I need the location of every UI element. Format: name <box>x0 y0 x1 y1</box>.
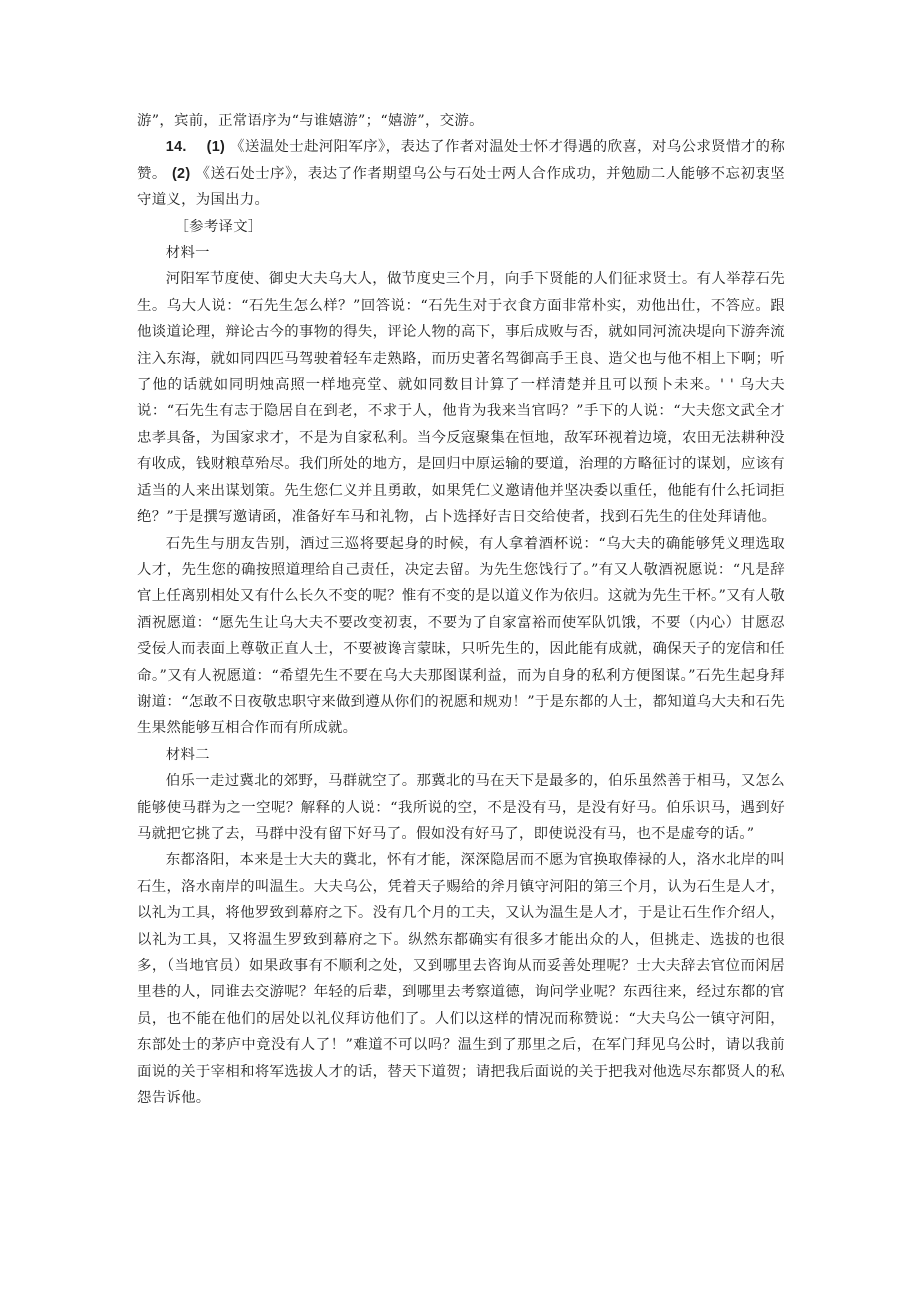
material-1-paragraph: 河阳军节度使、御史大夫乌大人，做节度史三个月，向手下贤能的人们征求贤士。有人举荐石先生。乌大人说：“石先生怎么样？”回答说：“石先生对于衣食方面非常朴实，劝他出仕，不答应。跟他谈道论理，辩论古今的事物的得失，评论人物的高下，事后成败与否，就如同河流决堤向下游奔流注入东海，就如同四匹马驾驶着轻车走熟路，而历史著名驾御高手王良、造父也与他不相上下啊；听了他的话就如同明烛高照一样地亮堂、就如同数目计算了一样清楚并且可以预卜未来。' ' 乌大夫说：“石先生有志于隐居自在到老，不求于人，他肯为我来当官吗？”手下的人说：“大夫您文武全才忠孝具备，为国家求才，不是为自家私利。当今反寇聚集在恒地，敌军环视着边境，农田无法耕种没有收成，钱财粮草殆尽。我们所处的地方，是回归中原运输的要道，治理的方略征讨的谋划，应该有适当的人来出谋划策。先生您仁义并且勇敢，如果凭仁义邀请他并坚决委以重任，他能有什么托词拒绝？”于是撰写邀请函，准备好车马和礼物，占卜选择好吉日交给使者，找到石先生的住处拜请他。 <box>137 271 785 526</box>
material-2-heading: 材料二 <box>165 746 210 763</box>
part-2-number: (2) <box>171 165 191 182</box>
part-1-number: (1) <box>206 139 226 156</box>
material-2-paragraph: 伯乐一走过冀北的郊野，马群就空了。那冀北的马在天下是最多的，伯乐虽然善于相马，又怎么能够使马群为之一空呢？解释的人说：“我所说的空，不是没有马，是没有好马。伯乐识马，遇到好马就把它挑了去，马群中没有留下好马了。假如没有好马了，即使说没有马，也不是虚夸的话。” <box>137 773 785 842</box>
material-1-heading: 材料一 <box>165 245 210 262</box>
part-1-text: 《送温处士赴河阳军序》，表达了作者对温处士怀才得遇的欣喜，对乌公求贤惜才的称赞。 <box>137 139 786 182</box>
document-page <box>137 108 785 1111</box>
answer-continuation-line: 游”，宾前，正常语序为“与谁嬉游”；“嬉游”，交游。 <box>137 113 484 129</box>
translation-heading: ［参考译文］ <box>174 218 263 235</box>
question-number: 14. <box>165 139 187 156</box>
part-2-text: 《送石处士序》，表达了作者期望乌公与石处士两人合作成功，并勉励二人能够不忘初衷坚守道义，为国出力。 <box>137 165 785 209</box>
material-1-paragraph: 石先生与朋友告别，酒过三巡将要起身的时候，有人拿着酒杯说：“乌大夫的确能够凭义理选取人才，先生您的确按照道理给自己责任，决定去留。为先生您饯行了。”有又人敬酒祝愿说：“凡是辞官上任离别相处又有什么长久不变的呢？惟有不变的是以道义作为依归。这就为先生干杯。”又有人敬酒祝愿道：“愿先生让乌大夫不要改变初衷，不要为了自家富裕而使军队饥饿，不要（内心）甘愿忍受佞人而表面上尊敬正直人士，不要被谗言蒙昧，只听先生的，因此能有成就，确保天子的宠信和任命。”又有人祝愿道：“希望先生不要在乌大夫那图谋利益，而为自身的私利方便图谋。”石先生起身拜谢道：“怎敢不日夜敬忠职守来做到遵从你们的祝愿和规劝！”于是东都的人士，都知道乌大夫和石先生果然能够互相合作而有所成就。 <box>137 535 785 737</box>
answer-14 <box>137 134 785 213</box>
material-2-paragraph: 东都洛阳，本来是士大夫的冀北，怀有才能，深深隐居而不愿为官换取俸禄的人，洛水北岸的叫石生，洛水南岸的叫温生。大夫乌公，凭着天子赐给的斧月镇守河阳的第三个月，认为石生是人才，以礼为工具，将他罗致到幕府之下。没有几个月的工夫，又认为温生是人才，于是让石生作介绍人，以礼为工具，又将温生罗致到幕府之下。纵然东都确实有很多才能出众的人，但挑走、选拔的也很多，（当地官员）如果政事有不顺利之处，又到哪里去咨询从而妥善处理呢？士大夫辞去官位而闲居里巷的人，同谁去交游呢？年轻的后辈，到哪里去考察道德，询问学业呢？东西往来，经过东都的官员，也不能在他们的居处以礼仪拜访他们了。人们以这样的情况而称赞说：“大夫乌公一镇守河阳，东部处士的茅庐中竟没有人了！”难道不可以吗？温生到了那里之后，在军门拜见乌公时，请以我前面说的关于宰相和将军选拔人才的话，替天下道贺；请把我后面说的关于把我对他选尽东都贤人的私怨告诉他。 <box>137 852 785 1107</box>
